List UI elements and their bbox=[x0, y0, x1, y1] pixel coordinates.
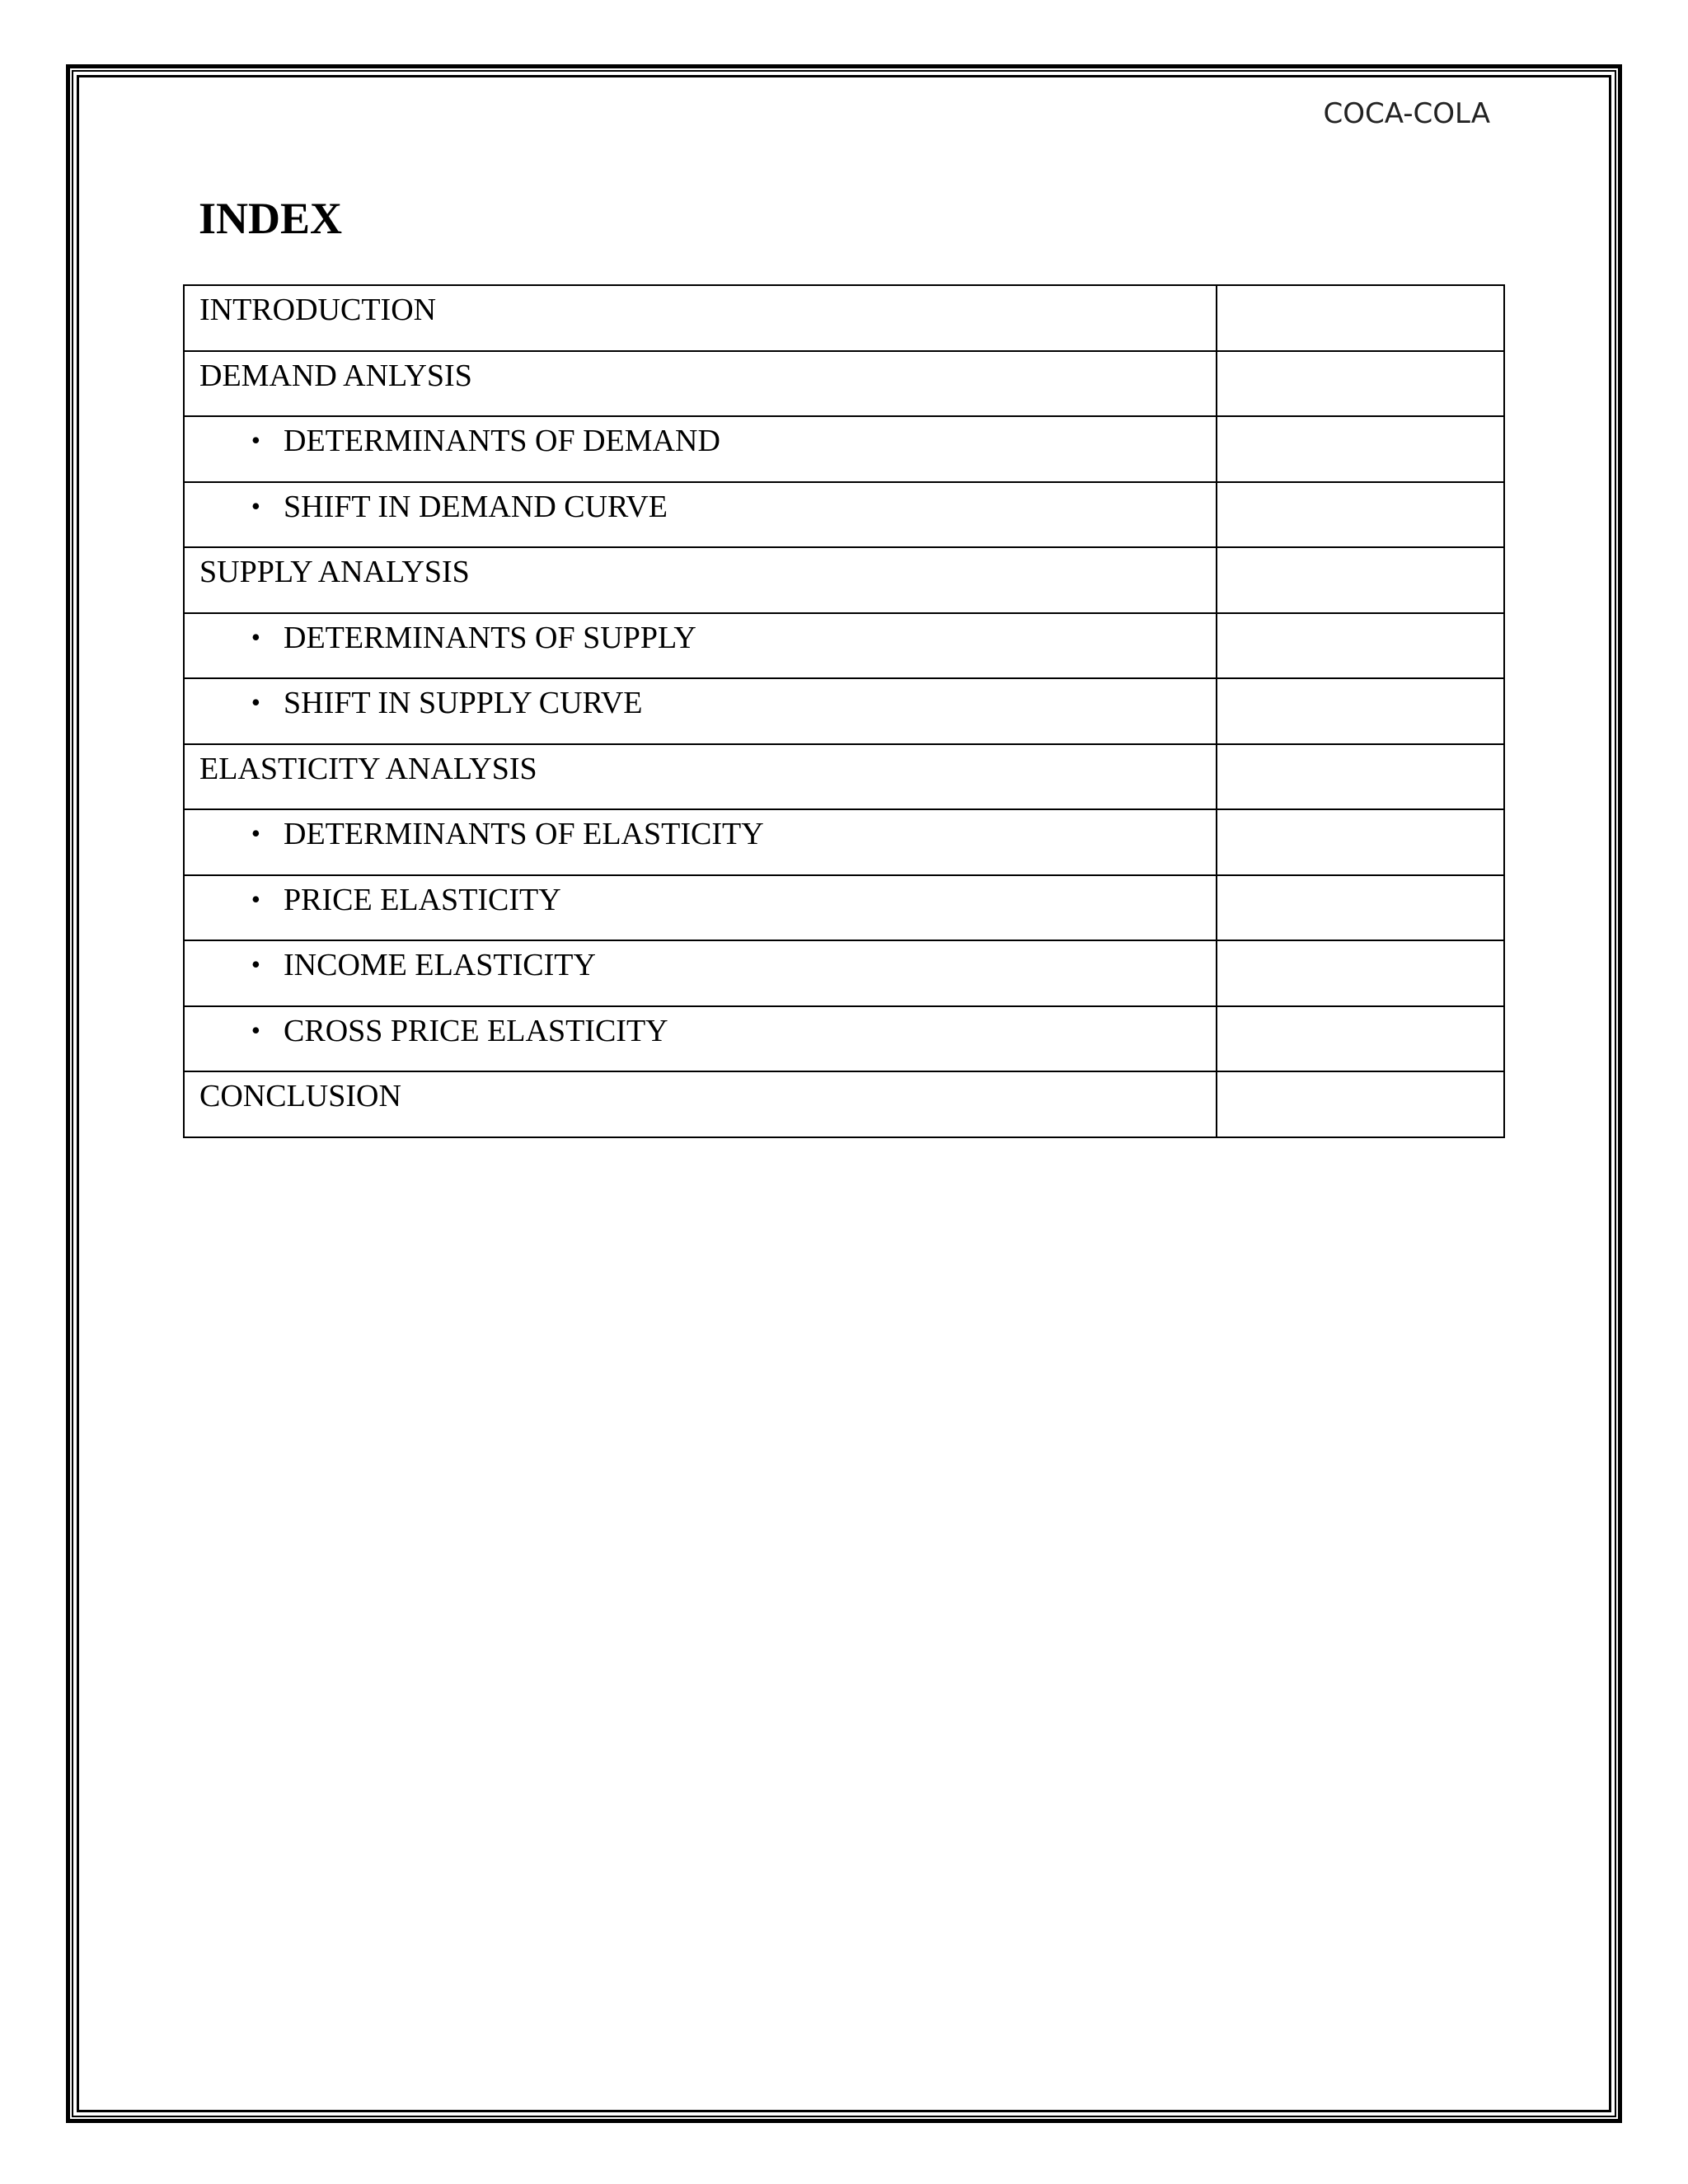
entry-cell bbox=[184, 1006, 1217, 1072]
page-number-cell bbox=[1217, 482, 1504, 548]
page-number bbox=[1217, 352, 1503, 359]
page-number bbox=[1217, 876, 1503, 883]
entry-label: CONCLUSION bbox=[199, 1079, 401, 1113]
table-row bbox=[184, 744, 1504, 810]
entry-cell bbox=[184, 285, 1217, 351]
entry-cell bbox=[184, 744, 1217, 810]
page-number bbox=[1217, 1007, 1503, 1014]
page-number-cell bbox=[1217, 285, 1504, 351]
page-number bbox=[1217, 286, 1503, 293]
table-row bbox=[184, 482, 1504, 548]
page-number-cell bbox=[1217, 1006, 1504, 1072]
entry-cell bbox=[184, 482, 1217, 548]
page-number bbox=[1217, 548, 1503, 555]
table-row bbox=[184, 875, 1504, 941]
bullet-icon: • bbox=[251, 425, 260, 455]
entry-cell bbox=[184, 809, 1217, 875]
page-number-cell bbox=[1217, 744, 1504, 810]
entry-cell bbox=[184, 351, 1217, 417]
entry-label: INCOME ELASTICITY bbox=[284, 948, 596, 982]
table-row bbox=[184, 809, 1504, 875]
index-title: INDEX bbox=[199, 194, 343, 243]
page-number bbox=[1217, 614, 1503, 621]
entry-label: DETERMINANTS OF ELASTICITY bbox=[284, 817, 764, 851]
entry-cell bbox=[184, 678, 1217, 744]
page-number bbox=[1217, 810, 1503, 817]
page-number bbox=[1217, 941, 1503, 948]
entry-cell bbox=[184, 1071, 1217, 1137]
page-number-cell bbox=[1217, 613, 1504, 679]
table-row bbox=[184, 351, 1504, 417]
page-number bbox=[1217, 417, 1503, 424]
page-number-cell bbox=[1217, 875, 1504, 941]
entry-label: SHIFT IN SUPPLY CURVE bbox=[284, 686, 643, 720]
bullet-icon: • bbox=[251, 883, 260, 914]
page-number bbox=[1217, 483, 1503, 490]
entry-cell bbox=[184, 547, 1217, 613]
bullet-icon: • bbox=[251, 621, 260, 652]
entry-cell bbox=[184, 613, 1217, 679]
table-row bbox=[184, 285, 1504, 351]
table-row bbox=[184, 547, 1504, 613]
page-number-cell bbox=[1217, 809, 1504, 875]
bullet-icon: • bbox=[251, 818, 260, 848]
table-row bbox=[184, 678, 1504, 744]
entry-label: DETERMINANTS OF SUPPLY bbox=[284, 620, 696, 655]
entry-label: PRICE ELASTICITY bbox=[284, 882, 561, 917]
page-number bbox=[1217, 745, 1503, 752]
table-row bbox=[184, 613, 1504, 679]
page-number-cell bbox=[1217, 1071, 1504, 1137]
entry-label: INTRODUCTION bbox=[199, 293, 437, 327]
table-row bbox=[184, 1071, 1504, 1137]
bullet-icon: • bbox=[251, 687, 260, 717]
entry-label: CROSS PRICE ELASTICITY bbox=[284, 1013, 668, 1048]
bullet-icon: • bbox=[251, 949, 260, 979]
entry-label: DEMAND ANLYSIS bbox=[199, 358, 472, 393]
bullet-icon: • bbox=[251, 1015, 260, 1045]
entry-label: SUPPLY ANALYSIS bbox=[199, 555, 470, 589]
page-number bbox=[1217, 679, 1503, 686]
page-number-cell bbox=[1217, 416, 1504, 482]
page-number-cell bbox=[1217, 678, 1504, 744]
page-number-cell bbox=[1217, 940, 1504, 1006]
index-table bbox=[183, 284, 1505, 1138]
entry-label: ELASTICITY ANALYSIS bbox=[199, 751, 537, 786]
entry-cell bbox=[184, 416, 1217, 482]
page-number-cell bbox=[1217, 351, 1504, 417]
table-row bbox=[184, 416, 1504, 482]
page-number bbox=[1217, 1072, 1503, 1079]
table-row bbox=[184, 1006, 1504, 1072]
entry-label: DETERMINANTS OF DEMAND bbox=[284, 424, 720, 458]
entry-cell bbox=[184, 940, 1217, 1006]
entry-cell bbox=[184, 875, 1217, 941]
bullet-icon: • bbox=[251, 490, 260, 521]
table-row bbox=[184, 940, 1504, 1006]
entry-label: SHIFT IN DEMAND CURVE bbox=[284, 489, 668, 524]
page-number-cell bbox=[1217, 547, 1504, 613]
running-header: COCA-COLA bbox=[1323, 97, 1490, 130]
